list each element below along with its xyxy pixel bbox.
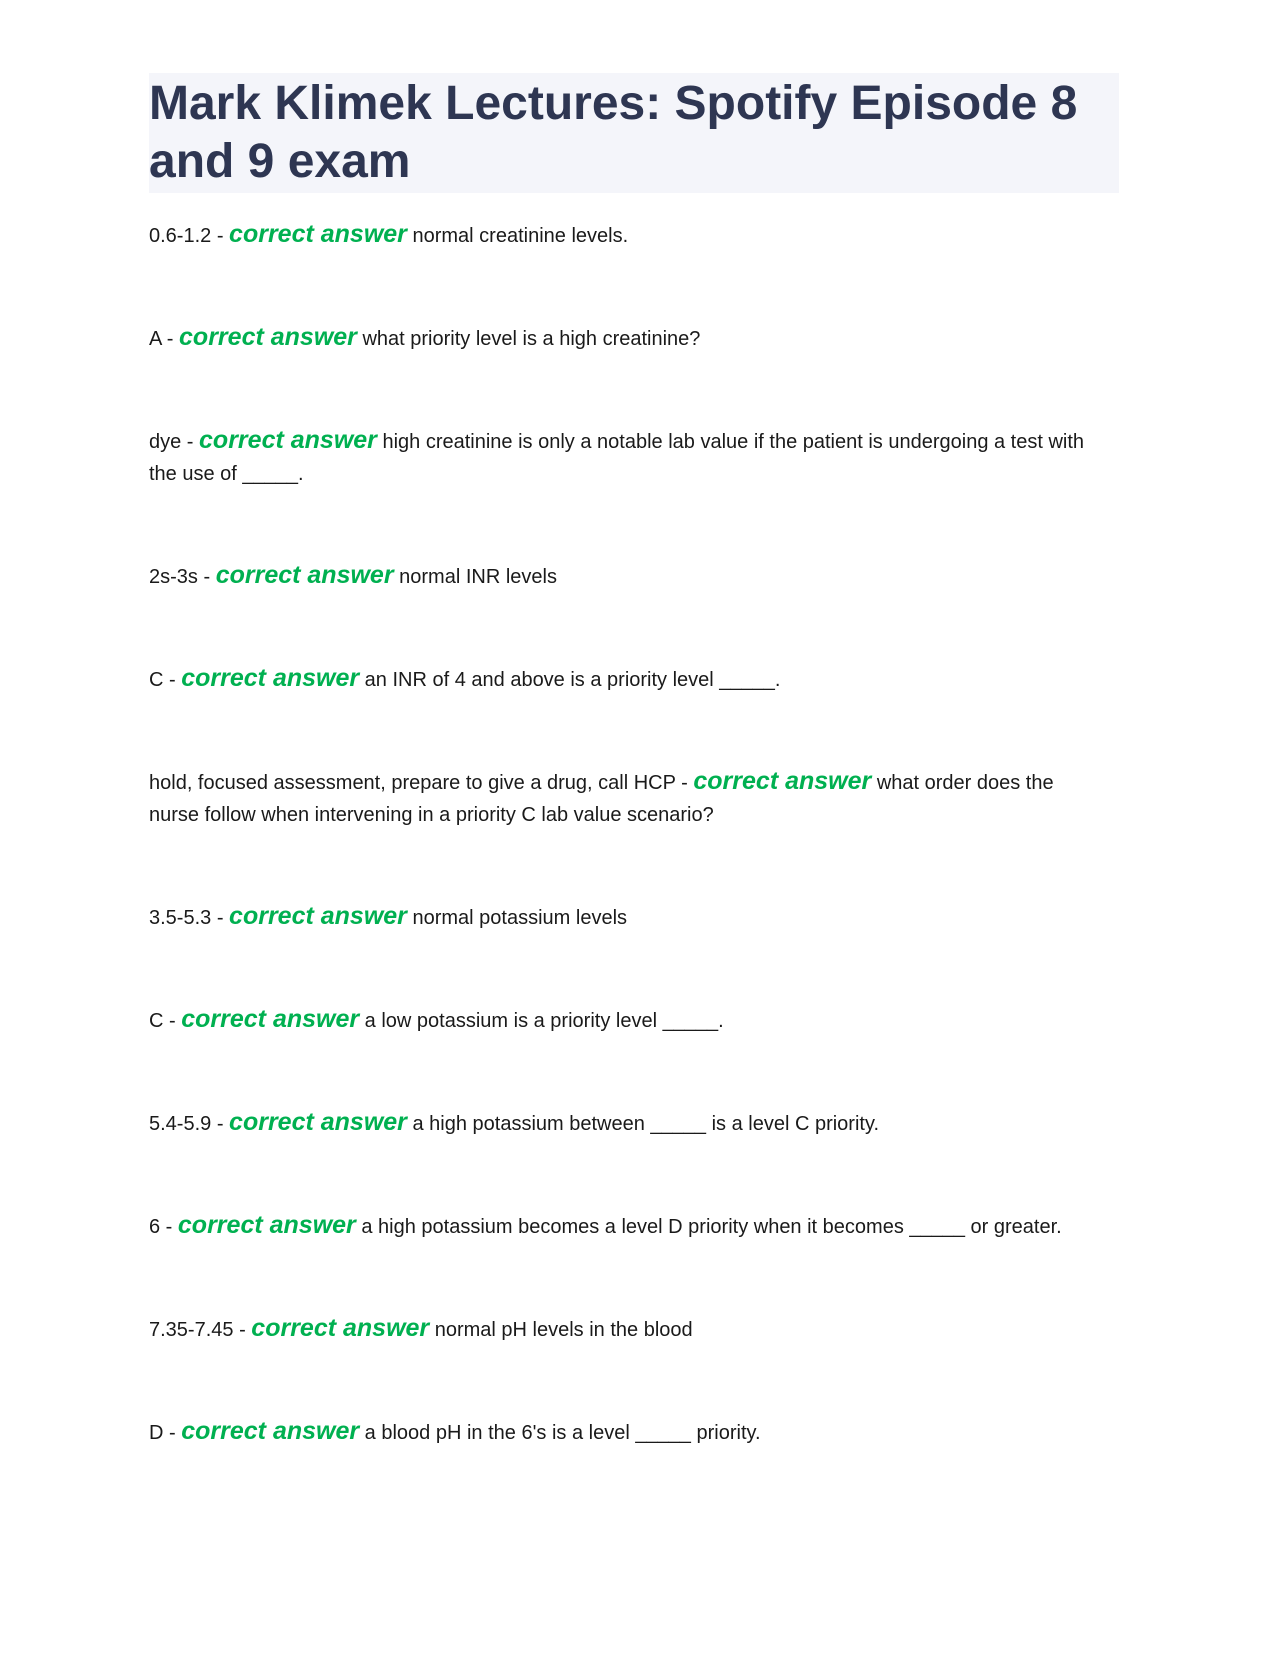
definition: normal potassium levels xyxy=(412,907,628,929)
qa-item: A - correct answer what priority level is a high creatinine? xyxy=(149,323,701,351)
definition: normal creatinine levels. xyxy=(412,225,629,247)
correct-answer-label: correct answer xyxy=(181,1417,360,1445)
term: 3.5-5.3 xyxy=(149,907,212,929)
qa-item: hold, focused assessment, prepare to give a drug, call HCP - correct answer what order does the nurse follow when intervening in a priority C lab value scenario? xyxy=(149,767,1054,826)
correct-answer-label: correct answer xyxy=(229,220,407,248)
definition: normal INR levels xyxy=(399,566,557,588)
definition: high creatinine is only a notable lab value if the patient is undergoing a test with the use of _____. xyxy=(149,431,1085,485)
qa-item: C - correct answer a low potassium is a priority level _____. xyxy=(149,1005,724,1033)
qa-item: D - correct answer a blood pH in the 6's is a level _____ priority. xyxy=(149,1417,761,1445)
correct-answer-label: correct answer xyxy=(199,426,377,454)
correct-answer-label: correct answer xyxy=(229,902,407,930)
correct-answer-label: correct answer xyxy=(251,1314,430,1342)
correct-answer-label: correct answer xyxy=(215,561,394,589)
correct-answer-label: correct answer xyxy=(179,323,357,351)
definition: a high potassium becomes a level D priority when it becomes _____ or greater. xyxy=(361,1216,1062,1238)
qa-item: dye - correct answer high creatinine is only a notable lab value if the patient is undergoing a test with the use of _____. xyxy=(149,426,1085,485)
definition: normal pH levels in the blood xyxy=(434,1319,693,1341)
definition: a low potassium is a priority level _____. xyxy=(364,1010,724,1032)
page-title: Mark Klimek Lectures: Spotify Episode 8 and 9 exam xyxy=(149,73,1119,193)
term: A xyxy=(149,328,162,350)
term: hold, focused assessment, prepare to give a drug, call HCP xyxy=(149,772,676,794)
term: 0.6-1.2 xyxy=(149,225,212,247)
definition: an INR of 4 and above is a priority level _____. xyxy=(364,669,781,691)
term: C xyxy=(149,1010,164,1032)
qa-item: C - correct answer an INR of 4 and above is a priority level _____. xyxy=(149,664,781,692)
term: dye xyxy=(149,431,182,453)
term: 6 xyxy=(149,1216,161,1238)
correct-answer-label: correct answer xyxy=(181,1005,360,1033)
definition: what order does the nurse follow when intervening in a priority C lab value scenario? xyxy=(149,772,1054,826)
definition: a blood pH in the 6's is a level _____ priority. xyxy=(364,1422,761,1444)
definition: a high potassium between _____ is a level C priority. xyxy=(412,1113,880,1135)
term: C xyxy=(149,669,164,691)
qa-list xyxy=(149,218,1089,1518)
term: 7.35-7.45 xyxy=(149,1319,234,1341)
term: 2s-3s xyxy=(149,566,198,588)
definition: what priority level is a high creatinine? xyxy=(362,328,701,350)
term: 5.4-5.9 xyxy=(149,1113,212,1135)
qa-item: 6 - correct answer a high potassium becomes a level D priority when it becomes _____ or greater. xyxy=(149,1211,1062,1239)
term: D xyxy=(149,1422,164,1444)
correct-answer-label: correct answer xyxy=(177,1211,356,1239)
qa-item: 5.4-5.9 - correct answer a high potassium between _____ is a level C priority. xyxy=(149,1108,880,1136)
qa-item: 0.6-1.2 - correct answer normal creatinine levels. xyxy=(149,220,629,248)
correct-answer-label: correct answer xyxy=(181,664,360,692)
qa-item: 7.35-7.45 - correct answer normal pH levels in the blood xyxy=(149,1314,693,1342)
correct-answer-label: correct answer xyxy=(229,1108,407,1136)
correct-answer-label: correct answer xyxy=(693,767,872,795)
qa-item: 2s-3s - correct answer normal INR levels xyxy=(149,561,557,589)
qa-item: 3.5-5.3 - correct answer normal potassium levels xyxy=(149,902,628,930)
